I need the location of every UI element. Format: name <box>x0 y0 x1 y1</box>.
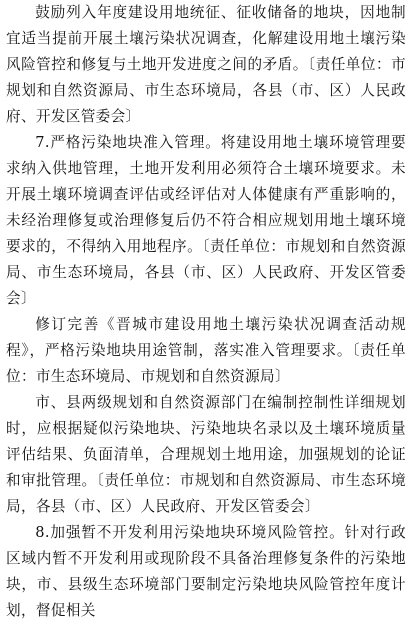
paragraph-item-8-risk-control: 8.加强暂不开发利用污染地块环境风险管控。针对行政区域内暂不开发利用或现阶段不具备治理修复条件的污染地块，市、县级生态环境部门要制定污染地块风险管控年度计划，督促相关 <box>6 524 406 619</box>
paragraph-revise-regulations: 修订完善《晋城市建设用地土壤污染状况调查活动规程》，严格污染地块用途管制，落实准入管理要求。〔责任单位：市生态环境局、市规划和自然资源局〕 <box>6 316 406 385</box>
paragraph-planning-departments: 市、县两级规划和自然资源部门在编制控制性详细规划时，应根据疑似污染地块、污染地块名录以及土壤环境质量评估结果、负面清单，合理规划土地用途，加强规划的论证和审批管理。〔责任单位：市规划和自然资源局、市生态环境局，各县（市、区）人民政府、开发区管委会〕 <box>6 394 406 515</box>
paragraph-continuation: 鼓励列入年度建设用地统征、征收储备的地块，因地制宜适当提前开展土壤污染状况调查，化解建设用地土壤污染风险管控和修复与土地开发进度之间的矛盾。〔责任单位：市规划和自然资源局、市生态环境局，各县（市、区）人民政府、开发区管委会〕 <box>6 4 406 125</box>
paragraph-item-7-contaminated-site-access: 7.严格污染地块准入管理。将建设用地土壤环境管理要求纳入供地管理，土地开发利用必须符合土壤环境要求。未开展土壤环境调查评估或经评估对人体健康有严重影响的，未经治理修复或治理修复后仍不符合相应规划用地土壤环境要求的，不得纳入用地程序。〔责任单位：市规划和自然资源局、市生态环境局，各县（市、区）人民政府、开发区管委会〕 <box>6 134 406 307</box>
